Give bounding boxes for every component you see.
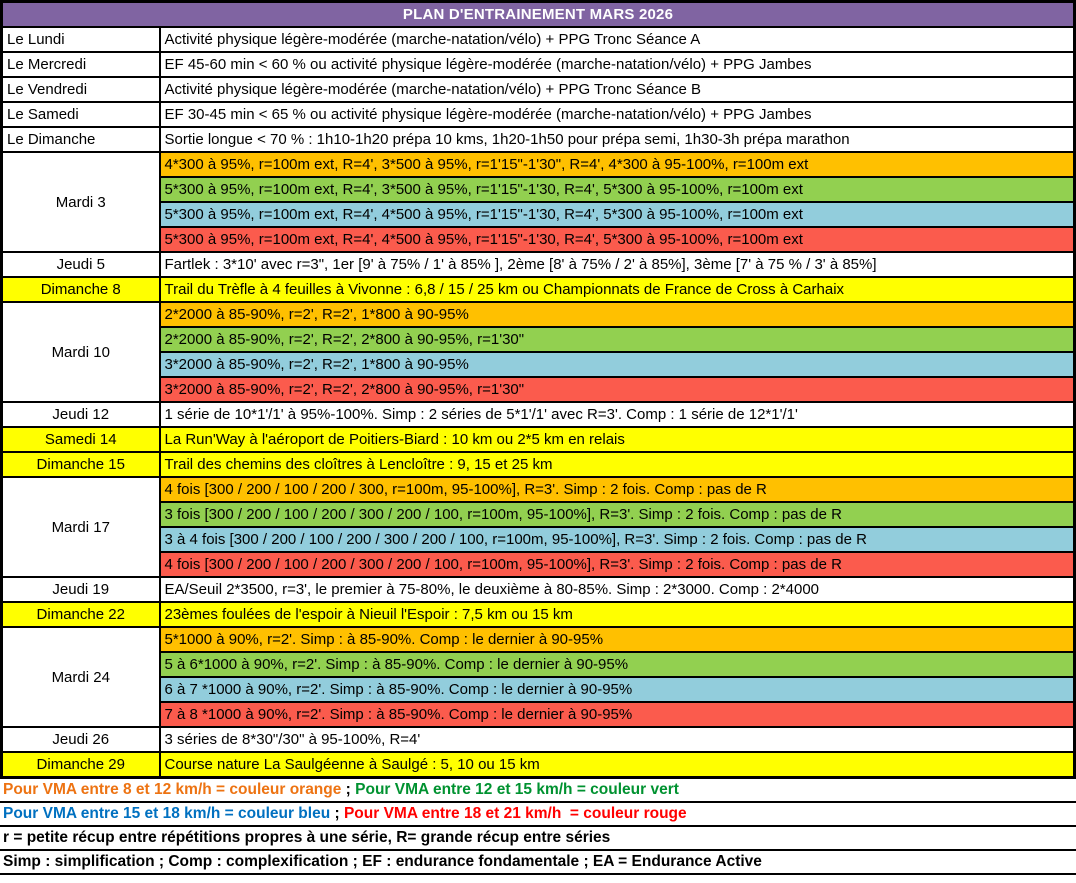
workout-cell-red: 3*2000 à 85-90%, r=2', R=2', 2*800 à 90-95%, r=1'30" [160,377,1075,402]
vma-row [2,677,1075,702]
vma-row [2,302,1075,327]
weekly-row-vendredi [2,77,1075,102]
day-cell-dimanche-29: Dimanche 29 [2,752,160,778]
race-cell-dimanche-29: Course nature La Saulgéenne à Saulgé : 5, 10 ou 15 km [160,752,1075,778]
weekly-row-samedi [2,102,1075,127]
legend-row-vma-1 [0,779,1076,803]
vma-row [2,552,1075,577]
vma-row [2,202,1075,227]
workout-row-jeudi-19 [2,577,1075,602]
vma-row [2,227,1075,252]
legend-row-vma-2 [0,803,1076,827]
vma-row [2,352,1075,377]
race-row-samedi-14 [2,427,1075,452]
weekly-row-dimanche [2,127,1075,152]
race-row-dimanche-29 [2,752,1075,778]
day-cell-dimanche-22: Dimanche 22 [2,602,160,627]
vma-row [2,527,1075,552]
workout-cell-blue: 3 à 4 fois [300 / 200 / 100 / 200 / 300 / 200 / 100, r=100m, 95-100%], R=3'. Simp : 2 fois. Comp : pas de R [160,527,1075,552]
weekly-row-lundi [2,27,1075,52]
workout-cell-blue: 3*2000 à 85-90%, r=2', R=2', 1*800 à 90-95% [160,352,1075,377]
vma-row [2,502,1075,527]
day-cell-jeudi-26: Jeudi 26 [2,727,160,752]
day-cell-le-vendredi: Le Vendredi [2,77,160,102]
vma-row [2,477,1075,502]
activity-cell-le-dimanche: Sortie longue < 70 % : 1h10-1h20 prépa 10 kms, 1h20-1h50 pour prépa semi, 1h30-3h prépa marathon [160,127,1075,152]
vma-row [2,702,1075,727]
workout-cell-jeudi-12: 1 série de 10*1'/1' à 95%-100%. Simp : 2 séries de 5*1'/1' avec R=3'. Comp : 1 série de 12*1'/1' [160,402,1075,427]
activity-cell-le-lundi: Activité physique légère-modérée (marche-natation/vélo) + PPG Tronc Séance A [160,27,1075,52]
day-cell-jeudi-19: Jeudi 19 [2,577,160,602]
legend [0,779,1076,875]
workout-row-jeudi-5 [2,252,1075,277]
day-cell-mardi-10: Mardi 10 [2,302,160,402]
workout-cell-blue: 6 à 7 *1000 à 90%, r=2'. Simp : à 85-90%. Comp : le dernier à 90-95% [160,677,1075,702]
vma-row [2,377,1075,402]
race-cell-dimanche-8: Trail du Trèfle à 4 feuilles à Vivonne : 6,8 / 15 / 25 km ou Championnats de France de Cross à Carhaix [160,277,1075,302]
legend-row-abbreviations [0,851,1076,875]
race-row-dimanche-8 [2,277,1075,302]
legend-separator: ; [330,805,344,822]
vma-row [2,152,1075,177]
day-cell-le-samedi: Le Samedi [2,102,160,127]
legend-row-recup [0,827,1076,851]
workout-row-jeudi-26 [2,727,1075,752]
legend-vma-green: Pour VMA entre 12 et 15 km/h = couleur vert [355,781,679,798]
legend-abbreviations-text: Simp : simplification ; Comp : complexification ; EF : endurance fondamentale ; EA = Endurance Active [3,853,762,870]
day-cell-jeudi-12: Jeudi 12 [2,402,160,427]
workout-cell-orange: 2*2000 à 85-90%, r=2', R=2', 1*800 à 90-95% [160,302,1075,327]
race-row-dimanche-22 [2,602,1075,627]
workout-cell-jeudi-26: 3 séries de 8*30"/30" à 95-100%, R=4' [160,727,1075,752]
workout-cell-red: 7 à 8 *1000 à 90%, r=2'. Simp : à 85-90%. Comp : le dernier à 90-95% [160,702,1075,727]
vma-row [2,627,1075,652]
vma-row [2,327,1075,352]
workout-cell-green: 3 fois [300 / 200 / 100 / 200 / 300 / 200 / 100, r=100m, 95-100%], R=3'. Simp : 2 fois. Comp : pas de R [160,502,1075,527]
legend-recup-text: r = petite récup entre répétitions propres à une série, R= grande récup entre séries [3,829,611,846]
vma-row [2,177,1075,202]
day-cell-mardi-3: Mardi 3 [2,152,160,252]
activity-cell-le-mercredi: EF 45-60 min < 60 % ou activité physique légère-modérée (marche-natation/vélo) + PPG Jambes [160,52,1075,77]
race-row-dimanche-15 [2,452,1075,477]
workout-cell-orange: 4*300 à 95%, r=100m ext, R=4', 3*500 à 95%, r=1'15"-1'30", R=4', 4*300 à 95-100%, r=100m ext [160,152,1075,177]
legend-separator: ; [341,781,356,798]
legend-vma-blue: Pour VMA entre 15 et 18 km/h = couleur bleu [3,805,331,822]
race-cell-samedi-14: La Run'Way à l'aéroport de Poitiers-Biard : 10 km ou 2*5 km en relais [160,427,1075,452]
day-cell-dimanche-15: Dimanche 15 [2,452,160,477]
workout-cell-orange: 5*1000 à 90%, r=2'. Simp : à 85-90%. Comp : le dernier à 90-95% [160,627,1075,652]
day-cell-le-mercredi: Le Mercredi [2,52,160,77]
activity-cell-le-vendredi: Activité physique légère-modérée (marche-natation/vélo) + PPG Tronc Séance B [160,77,1075,102]
workout-cell-green: 5 à 6*1000 à 90%, r=2'. Simp : à 85-90%. Comp : le dernier à 90-95% [160,652,1075,677]
activity-cell-le-samedi: EF 30-45 min < 65 % ou activité physique légère-modérée (marche-natation/vélo) + PPG Jambes [160,102,1075,127]
workout-cell-jeudi-5: Fartlek : 3*10' avec r=3", 1er [9' à 75% / 1' à 85% ], 2ème [8' à 75% / 2' à 85%], 3ème [7' à 75 % / 3' à 85%] [160,252,1075,277]
workout-cell-green: 5*300 à 95%, r=100m ext, R=4', 3*500 à 95%, r=1'15"-1'30, R=4', 5*300 à 95-100%, r=100m ext [160,177,1075,202]
page-title: PLAN D'ENTRAINEMENT MARS 2026 [2,2,1075,28]
race-cell-dimanche-22: 23èmes foulées de l'espoir à Nieuil l'Espoir : 7,5 km ou 15 km [160,602,1075,627]
vma-row [2,652,1075,677]
day-cell-le-lundi: Le Lundi [2,27,160,52]
day-cell-samedi-14: Samedi 14 [2,427,160,452]
race-cell-dimanche-15: Trail des chemins des cloîtres à Lencloître : 9, 15 et 25 km [160,452,1075,477]
workout-cell-red: 5*300 à 95%, r=100m ext, R=4', 4*500 à 95%, r=1'15"-1'30, R=4', 5*300 à 95-100%, r=100m ext [160,227,1075,252]
day-cell-le-dimanche: Le Dimanche [2,127,160,152]
title-row [2,2,1075,28]
legend-vma-orange: Pour VMA entre 8 et 12 km/h = couleur orange [3,781,342,798]
workout-cell-orange: 4 fois [300 / 200 / 100 / 200 / 300, r=100m, 95-100%], R=3'. Simp : 2 fois. Comp : pas de R [160,477,1075,502]
workout-cell-red: 4 fois [300 / 200 / 100 / 200 / 300 / 200 / 100, r=100m, 95-100%], R=3'. Simp : 2 fois. Comp : pas de R [160,552,1075,577]
workout-cell-green: 2*2000 à 85-90%, r=2', R=2', 2*800 à 90-95%, r=1'30" [160,327,1075,352]
day-cell-mardi-17: Mardi 17 [2,477,160,577]
weekly-row-mercredi [2,52,1075,77]
legend-vma-red: Pour VMA entre 18 et 21 km/h = couleur rouge [343,805,687,822]
workout-cell-blue: 5*300 à 95%, r=100m ext, R=4', 4*500 à 95%, r=1'15"-1'30, R=4', 5*300 à 95-100%, r=100m ext [160,202,1075,227]
day-cell-jeudi-5: Jeudi 5 [2,252,160,277]
workout-cell-jeudi-19: EA/Seuil 2*3500, r=3', le premier à 75-80%, le deuxième à 80-85%. Simp : 2*3000. Comp : 2*4000 [160,577,1075,602]
workout-row-jeudi-12 [2,402,1075,427]
day-cell-mardi-24: Mardi 24 [2,627,160,727]
day-cell-dimanche-8: Dimanche 8 [2,277,160,302]
